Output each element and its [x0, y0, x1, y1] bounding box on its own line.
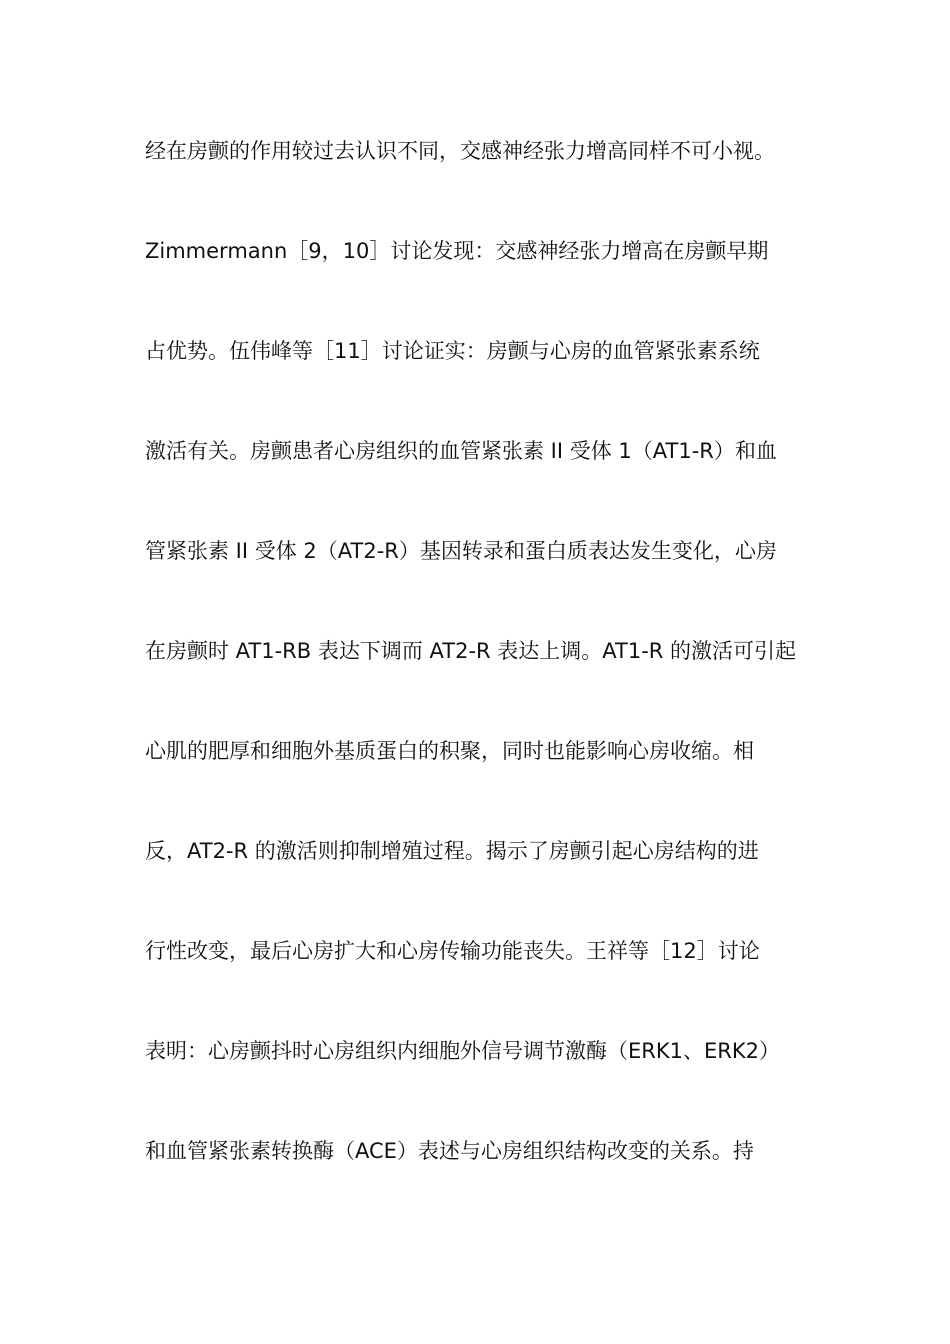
text-line-6: 在房颤时 AT1-RB 表达下调而 AT2-R 表达上调。AT1-R 的激活可引起	[145, 639, 797, 663]
text-line-3: 占优势。伍伟峰等［11］讨论证实：房颤与心房的血管紧张素系统	[145, 339, 760, 363]
text-line-8: 反，AT2-R 的激活则抑制增殖过程。揭示了房颤引起心房结构的进	[145, 839, 759, 863]
text-line-2: Zimmermann［9，10］讨论发现：交感神经张力增高在房颤早期	[145, 239, 769, 263]
text-line-4: 激活有关。房颤患者心房组织的血管紧张素 II 受体 1（AT1-R）和血	[145, 439, 777, 463]
text-line-7: 心肌的肥厚和细胞外基质蛋白的积聚，同时也能影响心房收缩。相	[145, 739, 754, 763]
text-line-9: 行性改变，最后心房扩大和心房传输功能丧失。王祥等［12］讨论	[145, 939, 760, 963]
text-line-5: 管紧张素 II 受体 2（AT2-R）基因转录和蛋白质表达发生变化，心房	[145, 539, 777, 563]
text-line-10: 表明：心房颤抖时心房组织内细胞外信号调节激酶（ERK1、ERK2）	[145, 1039, 780, 1063]
text-line-11: 和血管紧张素转换酶（ACE）表述与心房组织结构改变的关系。持	[145, 1139, 754, 1163]
text-line-1: 经在房颤的作用较过去认识不同，交感神经张力增高同样不可小视。	[145, 139, 775, 163]
body-text	[145, 131, 815, 1231]
